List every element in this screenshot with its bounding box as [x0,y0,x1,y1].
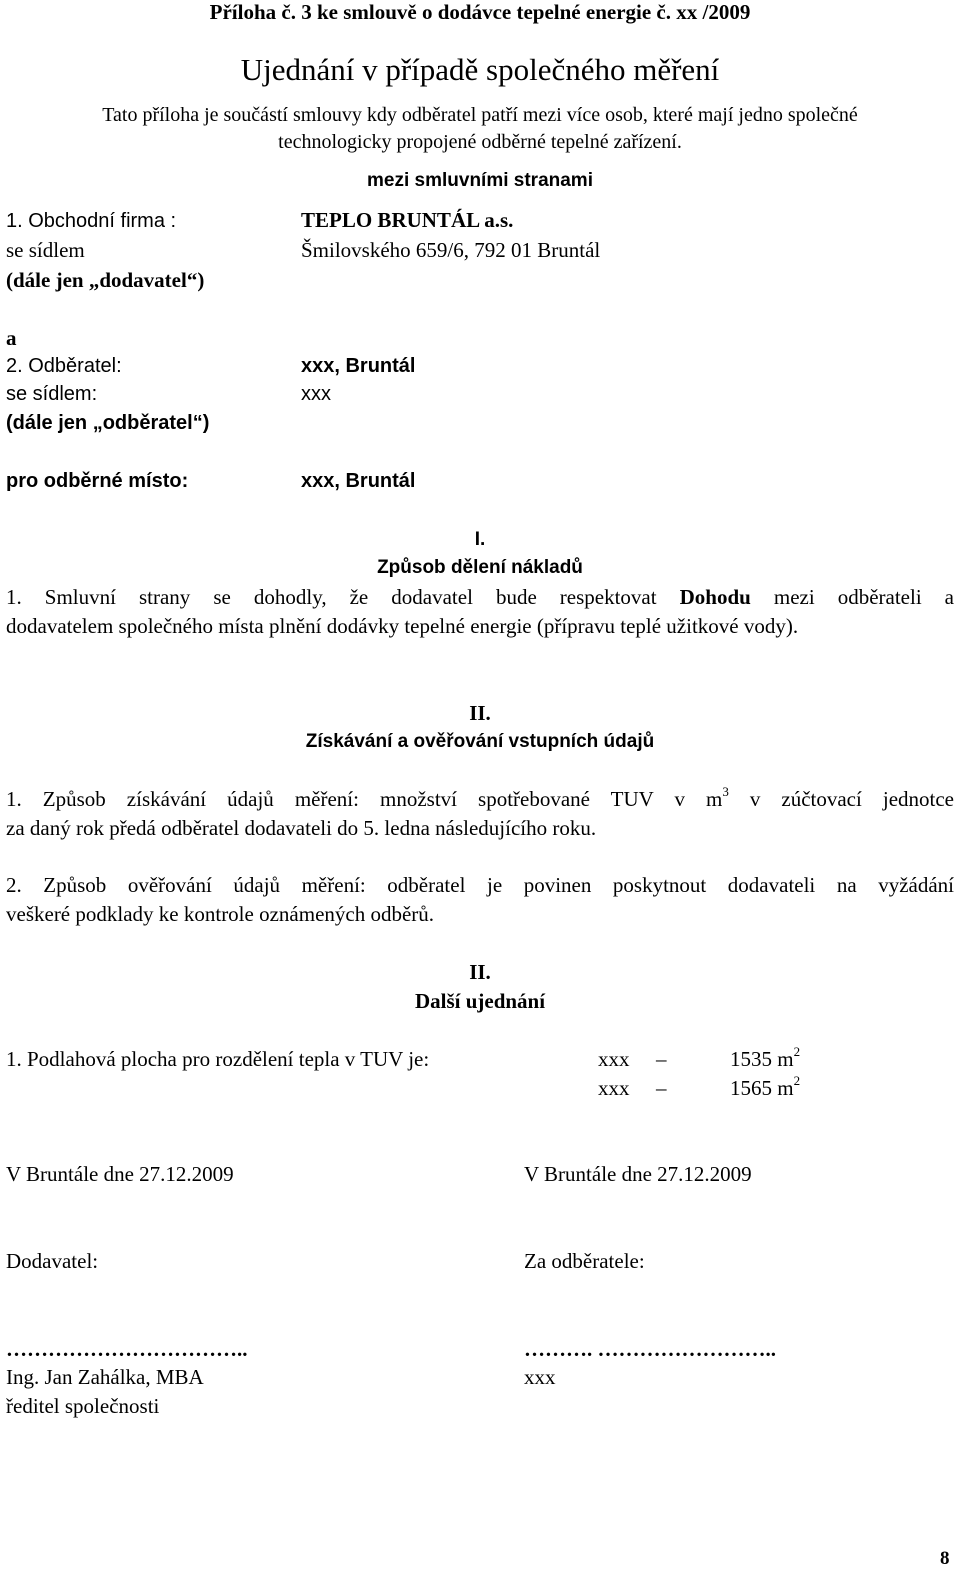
section-3-heading: Další ujednání [414,989,546,1013]
left-signatory-name: Ing. Jan Zahálka, MBA [6,1365,204,1389]
unit-superscript: 2 [793,1044,801,1059]
para-bold: Dohodu [679,585,751,609]
conjunction: a [6,326,17,350]
page-title: Ujednání v případě společného měření [240,52,720,87]
supplier-alias: (dále jen „dodavatel“) [6,268,205,292]
floor-area-label: 1. Podlahová plocha pro rozdělení tepla v TUV je: [6,1047,430,1071]
right-signatory-name: xxx [524,1365,556,1389]
left-signatory-title: ředitel společnosti [6,1394,160,1418]
section-2-item-1-line-1 [6,784,954,812]
customer-value [301,355,415,378]
item-text: v zúčtovací jednotce [728,787,954,811]
between-parties: mezi smluvními stranami [367,170,593,191]
right-signature-role: Za odběratele: [524,1249,645,1273]
left-signature-date: V Bruntále dne 27.12.2009 [6,1162,234,1186]
customer-label: 2. Odběratel: [6,355,122,377]
para-text: 1. Smluvní strany se dohodly, že dodavatel bude respektovat [6,585,680,609]
customer-seat-label: se sídlem: [6,383,98,405]
intro-line-1: Tato příloha je součástí smlouvy kdy odběratel patří mezi více osob, které mají jedno společné [102,104,858,126]
para-text: mezi odběrateli a [750,585,955,609]
annex-title: Příloha č. 3 ke smlouvě o dodávce tepelné energie č. xx /2009 [209,0,751,24]
area-value: 1535 m [730,1047,794,1071]
customer-alias: (dále jen „odběratel“) [6,412,210,434]
section-1-paragraph-line-2: dodavatelem společného místa plnění dodávky tepelné energie (přípravu teplé užitkové vody). [6,614,799,638]
supplier-name: TEPLO BRUNTÁL a.s. [301,208,514,232]
customer-seat-value: xxx [301,383,331,405]
supplier-label: 1. Obchodní firma : [6,210,177,232]
section-1-paragraph-line-1 [6,585,954,610]
section-3-numeral: II. [469,960,491,984]
right-signature-line: ………. …………………….. [524,1337,776,1361]
area-value: 1565 m [730,1076,794,1100]
area-row-2-value [730,1073,801,1101]
section-2-heading: Získávání a ověřování vstupních údajů [305,731,655,752]
unit-superscript: 2 [793,1073,801,1088]
section-1-numeral: I. [474,529,486,550]
intro-line-2: technologicky propojené odběrné tepelné zařízení. [278,131,682,153]
supplier-seat-label: se sídlem [6,238,85,262]
section-2-item-1-line-2: za daný rok předá odběratel dodavateli do 5. ledna následujícího roku. [6,816,597,840]
unit-superscript: 3 [722,784,729,799]
page-number: 8 [940,1548,950,1569]
left-signature-role: Dodavatel: [6,1249,99,1273]
section-2-numeral: II. [469,701,491,725]
item-text: 1. Způsob získávání údajů měření: množství spotřebované TUV v m [6,787,723,811]
area-row-1-name: xxx [598,1047,630,1071]
right-signature-date: V Bruntále dne 27.12.2009 [524,1162,752,1186]
section-2-item-2-line-1: 2. Způsob ověřování údajů měření: odběratel je povinen poskytnout dodavateli na vyžádání [6,873,954,897]
area-row-2-dash: – [656,1076,667,1100]
area-row-1-value [730,1044,801,1072]
offtake-label: pro odběrné místo: [6,470,189,492]
supplier-seat-value: Šmilovského 659/6, 792 01 Bruntál [301,238,601,262]
area-row-1-dash: – [656,1047,667,1071]
offtake-value: xxx, Bruntál [301,470,416,492]
area-row-2-name: xxx [598,1076,630,1100]
customer-value-text: xxx, Bruntál [301,355,416,377]
left-signature-line: …………………………….. [6,1337,248,1361]
section-2-item-2-line-2: veškeré podklady ke kontrole oznámených odběrů. [6,902,435,926]
section-1-heading: Způsob dělení nákladů [377,557,583,578]
